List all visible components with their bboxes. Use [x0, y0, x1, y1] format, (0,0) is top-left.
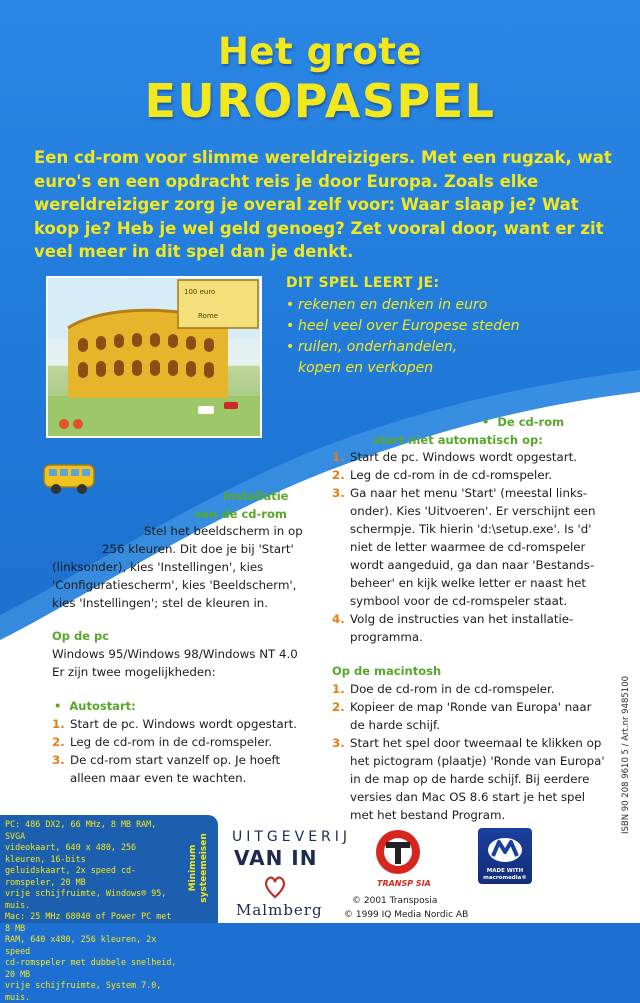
noauto-step: 3. Ga naar het menu 'Start' (meestal links-	[332, 486, 588, 500]
uitgeverij-text: UITGEVERIJ	[232, 829, 352, 845]
learn-item: • rekenen en denken in euro	[286, 297, 488, 313]
autostart-step: 2. Leg de cd-rom in de cd-romspeler.	[52, 735, 273, 749]
mac-step: 1. Doe de cd-rom in de cd-romspeler.	[332, 682, 555, 696]
pc-line: Er zijn twee mogelijkheden:	[52, 665, 216, 679]
title-line2: EUROPASPEL	[144, 74, 496, 128]
installatie-line: Stel het beeldscherm in op	[144, 524, 303, 538]
transposia-logo-icon	[370, 826, 426, 878]
noauto-heading-2: start niet automatisch op:	[373, 433, 543, 447]
game-screenshot	[46, 276, 262, 438]
noauto-step: 4. Volg de instructies van het installatie-	[332, 612, 574, 626]
noauto-step-cont: programma.	[350, 630, 423, 644]
learn-section	[286, 275, 606, 379]
autostart-step-cont: alleen maar even te wachten.	[70, 771, 247, 785]
pc-line: Windows 95/Windows 98/Windows NT 4.0	[52, 647, 298, 661]
noauto-step-cont: schermpje. Tik hierin 'd:\setup.exe'. Is 'd'	[350, 522, 592, 536]
installatie-line: kies 'Instellingen'; stel de kleuren in.	[52, 596, 268, 610]
mac-step: 2. Kopieer de map 'Ronde van Europa' naar	[332, 700, 592, 714]
autostart-heading: • Autostart:	[54, 699, 136, 713]
colosseum-illustration	[48, 278, 260, 436]
autostart-step: 1. Start de pc. Windows wordt opgestart.	[52, 717, 297, 731]
transposia-logo-text: TRANSP SIA	[377, 879, 431, 888]
copyright-transposia: © 2001 Transposia	[352, 896, 438, 906]
noauto-step: 2. Leg de cd-rom in de cd-romspeler.	[332, 468, 553, 482]
mac-step-cont: het pictogram (plaatje) 'Ronde van Europa'	[350, 754, 605, 768]
installatie-heading-1: Installatie	[223, 489, 289, 503]
game-screen-label-2: Rome	[198, 312, 218, 320]
mac-step-cont: versies dan Mac OS 8.6 start je het spel	[350, 790, 586, 804]
noauto-step: 1. Start de pc. Windows wordt opgestart.	[332, 450, 577, 464]
copyright-iq-media: © 1999 IQ Media Nordic AB	[344, 910, 469, 920]
noauto-heading-1: • De cd-rom	[482, 415, 565, 429]
installatie-line: 'Configuratiescherm', kies 'Beeldscherm',	[52, 578, 297, 592]
mac-step: 3. Start het spel door tweemaal te klikken op	[332, 736, 602, 750]
malmberg-logo-text: Malmberg	[236, 901, 323, 919]
autostart-step: 3. De cd-rom start vanzelf op. Je hoeft	[52, 753, 281, 767]
installatie-line: 256 kleuren. Dit doe je bij 'Start'	[102, 542, 294, 556]
mac-step-cont: de harde schijf.	[350, 718, 441, 732]
learn-item: • heel veel over Europese steden	[286, 318, 520, 334]
van-in-logo: VAN IN	[234, 846, 318, 870]
malmberg-logo-icon	[262, 875, 288, 899]
game-screen-label-1: 100 euro	[184, 288, 216, 296]
noauto-step-cont: niet de letter waarmee de cd-romspeler	[350, 540, 586, 554]
installatie-line: (linksonder), kies 'Instellingen', kies	[52, 560, 264, 574]
mac-step-cont: met het bestand Program.	[350, 808, 506, 822]
noauto-step-cont: symbool voor de cd-romspeler staat.	[350, 594, 568, 608]
isbn-text: ISBN 90 208 9610 5 / Art.nr 9485100	[621, 675, 631, 835]
learn-heading: DIT SPEL LEERT JE:	[286, 275, 440, 291]
title-line1: Het grote	[217, 30, 423, 73]
installatie-heading-2: van de cd-rom	[194, 507, 287, 521]
noauto-step-cont: onder). Kies 'Uitvoeren'. Er verschijnt een	[350, 504, 596, 518]
macromedia-m-icon	[478, 828, 532, 868]
system-requirements-text: PC: 486 DX2, 66 MHz, 8 MB RAM, SVGA videokaart, 640 x 480, 256 kleuren, 16-bits geluidskaart, 2x speed cd-romspeler, 20 MB vrije schijfruimte, Windows® 95, muis. Mac: 25 MHz 68040 of Power PC met 8 MB RAM, 640 x480, 256 kleuren, 2x speed cd-romspeler met dubbele snelheid, 20 MB vrije schijfruimte, System 7.0, muis.	[5, 819, 177, 1002]
learn-item: • ruilen, onderhandelen,	[286, 339, 458, 355]
intro-text: Een cd-rom voor slimme wereldreizigers. Met een rugzak, wat euro's en een opdracht reis je door Europa. Zoals elke wereldreiziger zorg je overal zelf voor: Waar slaap je? Wat koop je? Heb je wel geld genoeg? Zet vooral door, want er zit veel meer in dit spel dan je denkt.	[34, 148, 612, 261]
macromedia-logo-text: MADE WITH macromedia®	[483, 868, 527, 881]
system-requirements-box	[0, 815, 218, 1002]
bus-icon	[42, 459, 96, 497]
system-requirements-label: Minimum systeemeisen	[188, 833, 209, 903]
mac-step-cont: in de map op de harde schijf. Bij eerdere	[350, 772, 590, 786]
noauto-step-cont: wordt aangeduid, ga dan naar 'Bestands-	[350, 558, 595, 572]
pc-heading: Op de pc	[52, 629, 110, 643]
learn-item: kopen en verkopen	[298, 360, 434, 376]
mac-heading: Op de macintosh	[332, 664, 442, 678]
noauto-step-cont: beheer' en kijk welke letter er naast het	[350, 576, 586, 590]
